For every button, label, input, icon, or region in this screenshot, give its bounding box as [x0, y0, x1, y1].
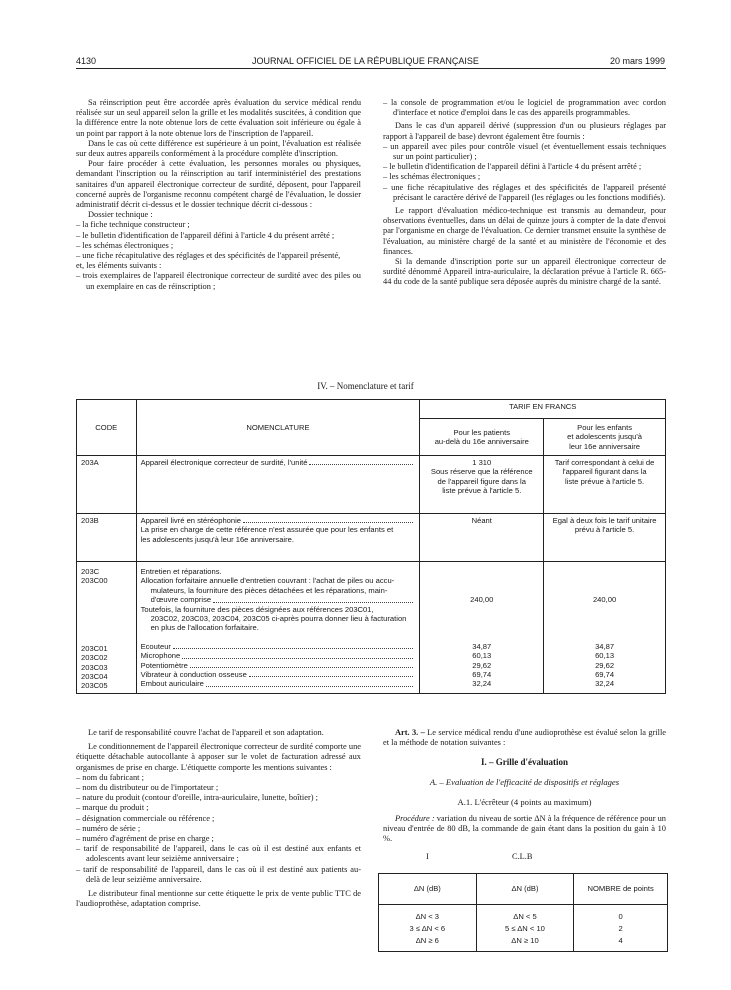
list-item: – désignation commerciale ou référence ;: [76, 813, 215, 823]
top-right-column: [383, 98, 666, 288]
article-label: Art. 3. –: [395, 728, 425, 737]
paragraph: Dans le cas d'un appareil dérivé (suppression d'un ou plusieurs réglages par rapport à l'appareil de base) devront également être fournis :: [383, 121, 666, 141]
list-item: – la fiche technique constructeur ;: [76, 220, 190, 230]
list-item: – tarif de responsabilité de l'appareil, dans le cas où il est destiné aux patients au-delà de leur seizième anniversaire.: [76, 864, 361, 884]
code-cell: 203C 203C00 203C01 203C02 203C03 203C04 203C05: [77, 562, 137, 694]
list-item: – une fiche récapitulative des réglages et des spécificités de l'appareil présenté précisant le caractère dérivé de l'appareil (les réglages ou les fonctions modifiés).: [383, 182, 666, 202]
procedure-label: Procédure :: [395, 814, 435, 823]
subsection-title: A. – Evaluation de l'efficacité de dispositifs et réglages: [429, 777, 620, 787]
bottom-right-column: [383, 728, 666, 748]
table-header-row: [77, 400, 666, 419]
procedure-paragraph: Procédure : variation du niveau de sortie ΔN à la fréquence de référence pour un niveau d'entrée de 80 dB, la commande de gain étant dans la position du gain à 10 %.: [383, 814, 666, 844]
list-item: – le bulletin d'identification de l'appareil défini à l'article 4 du présent arrêté ;: [383, 162, 642, 172]
column-header-nomenclature: NOMENCLATURE: [136, 400, 420, 456]
grid-cell: 0 2 4: [574, 905, 668, 952]
list-item: – tarif de responsabilité de l'appareil, dans le cas où il est destiné aux enfants et adolescents avant leur seizième anniversaire ;: [76, 844, 361, 864]
child-tarif-cell: 240,00 34,87 60,13 29,62 69,74 32,24: [544, 562, 666, 694]
paragraph: Dossier technique :: [88, 210, 153, 220]
table-row: [77, 456, 666, 514]
list-item: – nom du distributeur ou de l'importateur ;: [76, 783, 219, 793]
nomenclature-cell: Appareil livré en stéréophonie La prise en charge de cette référence n'est assurée que pour les enfants et les adolescents jusqu'à leur 16e anniversaire.: [136, 514, 420, 562]
list-item: – les schémas électroniques ;: [383, 172, 481, 182]
paragraph: Le conditionnement de l'appareil électronique correcteur de surdité comporte une étiquette détachable autocollante à apposer sur le volet de facturation adressé aux organismes de prise en charge. L'étiquette comporte les mentions suivantes :: [76, 742, 361, 772]
child-tarif-cell: Egal à deux fois le tarif unitaire prévu à l'article 5.: [544, 514, 666, 562]
list-item: – trois exemplaires de l'appareil électronique correcteur de surdité avec des piles ou un exemplaire en cas de réinscription ;: [76, 271, 361, 291]
column-header-adults: Pour les patients au-delà du 16e anniversaire: [420, 419, 544, 456]
paragraph: Dans le cas où cette différence est supérieure à un point, l'évaluation est réalisée sur deux autres appareils conformément à la procédure complète d'inscription.: [76, 138, 361, 159]
adult-tarif-cell: 1 310 Sous réserve que la référence de l'appareil figure dans la liste prévue à l'article 5.: [420, 456, 544, 514]
paragraph: Le rapport d'évaluation médico-technique est transmis au demandeur, pour observations éventuelles, dans un délai de quinze jours à compter de la date d'envoi par l'organisme en charge de l'évaluation. Ce dernier transmet ensuite la synthèse de l'évaluation, au ministère chargé de la santé et au ministère de l'économie et des finances.: [383, 206, 666, 256]
article-3: Art. 3. – Le service médical rendu d'une audioprothèse est évalué selon la grille et la méthode de notation suivantes :: [383, 728, 667, 748]
list-item: – marque du produit ;: [76, 803, 149, 813]
nomenclature-table: [76, 399, 666, 694]
paragraph: Sa réinscription peut être accordée après évaluation du service médical rendu réalisée sur un seul appareil selon la grille et les modalités suscitées, à condition que la différence entre la note obtenue lors de cette évaluation soit inférieure ou égale à un point par rapport à la note obtenue lors de l'inscription de l'appareil.: [76, 98, 361, 138]
paragraph: et, les éléments suivants :: [76, 261, 162, 271]
list-item: – nature du produit (contour d'oreille, intra-auriculaire, lunette, boîtier) ;: [76, 793, 318, 803]
paragraph: Pour faire procéder à cette évaluation, les personnes morales ou physiques, demandant l'inscription ou la réinscription au tarif interministériel des prestations sanitaires d'un appareil électronique correcteur de surdité, déposent, pour l'appareil concerné auprès de l'organisme reconnu compétent chargé de l'évaluation, le dossier administratif décrit ci-dessus et le dossier technique décrit ci-dessous :: [76, 159, 361, 210]
section-title: IV. – Nomenclature et tarif: [317, 381, 414, 391]
journal-title: JOURNAL OFFICIEL DE LA RÉPUBLIQUE FRANÇAISE: [252, 56, 479, 66]
column-header: NOMBRE de points: [574, 874, 668, 905]
grid-cell: ΔN < 5 5 ≤ ΔN < 10 ΔN ≥ 10: [476, 905, 574, 952]
paragraph: Le tarif de responsabilité couvre l'achat de l'appareil et son adaptation.: [88, 728, 324, 737]
table-row: [379, 905, 668, 952]
header-rule: [76, 68, 666, 69]
column-header: ΔN (dB): [379, 874, 477, 905]
label-i: I: [426, 852, 429, 861]
column-header-tarif: TARIF EN FRANCS: [420, 400, 666, 419]
nomenclature-cell: Appareil électronique correcteur de surdité, l'unité: [136, 456, 420, 514]
paragraph: Si la demande d'inscription porte sur un appareil électronique correcteur de surdité dénommé Appareil intra-auriculaire, la déclaration prévue à l'article R. 665-44 du code de la santé publique sera déposée auprès du ministre chargé de la santé.: [383, 257, 666, 287]
list-item: – nom du fabricant ;: [76, 772, 144, 782]
code-cell: 203A: [77, 456, 137, 514]
column-header-code: CODE: [77, 400, 137, 456]
column-header-children: Pour les enfants et adolescents jusqu'à leur 16e anniversaire: [544, 419, 666, 456]
label-clb: C.L.B: [512, 852, 533, 861]
bottom-left-column: [76, 728, 361, 909]
adult-tarif-cell: 240,00 34,87 60,13 29,62 69,74 32,24: [420, 562, 544, 694]
adult-tarif-cell: Néant: [420, 514, 544, 562]
list-item: – un appareil avec piles pour contrôle visuel (et éventuellement essais techniques sur un point particulier) ;: [383, 141, 666, 162]
list-item: – le bulletin d'identification de l'appareil défini à l'article 4 du présent arrêté ;: [76, 230, 335, 240]
list-item: – numéro d'agrément de prise en charge ;: [76, 834, 214, 844]
child-tarif-cell: Tarif correspondant à celui de l'appareil figurant dans la liste prévue à l'article 5.: [544, 456, 666, 514]
grid-cell: ΔN < 3 3 ≤ ΔN < 6 ΔN ≥ 6: [379, 905, 477, 952]
paragraph: Le distributeur final mentionne sur cette étiquette le prix de vente public TTC de l'audioprothèse, adaptation comprise.: [76, 889, 361, 909]
list-item: – numéro de série ;: [76, 823, 141, 833]
table-row: [77, 562, 666, 694]
code-cell: 203B: [77, 514, 137, 562]
evaluation-grid: [378, 873, 668, 952]
nomenclature-cell: Entretien et réparations. Allocation forfaitaire annuelle d'entretien couvrant : l'achat de piles ou accu- mulateurs, la fourniture des pièces détachées et les réparations, main- d'œuvre comprise Toutefois, la fourniture des pièces désignées aux références 203C01, 203C02, 203C03, 203C04, 203C05 ci-après pourra donner lieu à facturation en plus de l'allocation forfaitaire. Ecouteur Microphone Potentiomètre Vibrateur à conduction osseuse Embout auriculaire: [136, 562, 420, 694]
issue-date: 20 mars 1999: [609, 56, 665, 66]
column-header: ΔN (dB): [476, 874, 574, 905]
table-row: [77, 514, 666, 562]
table-header-row: [379, 874, 668, 905]
list-item: – la console de programmation et/ou le logiciel de programmation avec cordon d'interface et notice d'emploi dans le cas des appareils programmables.: [383, 98, 666, 118]
top-left-column: [76, 98, 361, 292]
page-number: 4130: [76, 56, 97, 66]
subsection-a1: A.1. L'écrêteur (4 points au maximum): [457, 797, 592, 807]
list-item: – les schémas électroniques ;: [76, 240, 174, 250]
list-item: – une fiche récapitulative des réglages et des spécificités de l'appareil présenté,: [76, 251, 341, 261]
grille-title: I. – Grille d'évaluation: [480, 757, 568, 767]
